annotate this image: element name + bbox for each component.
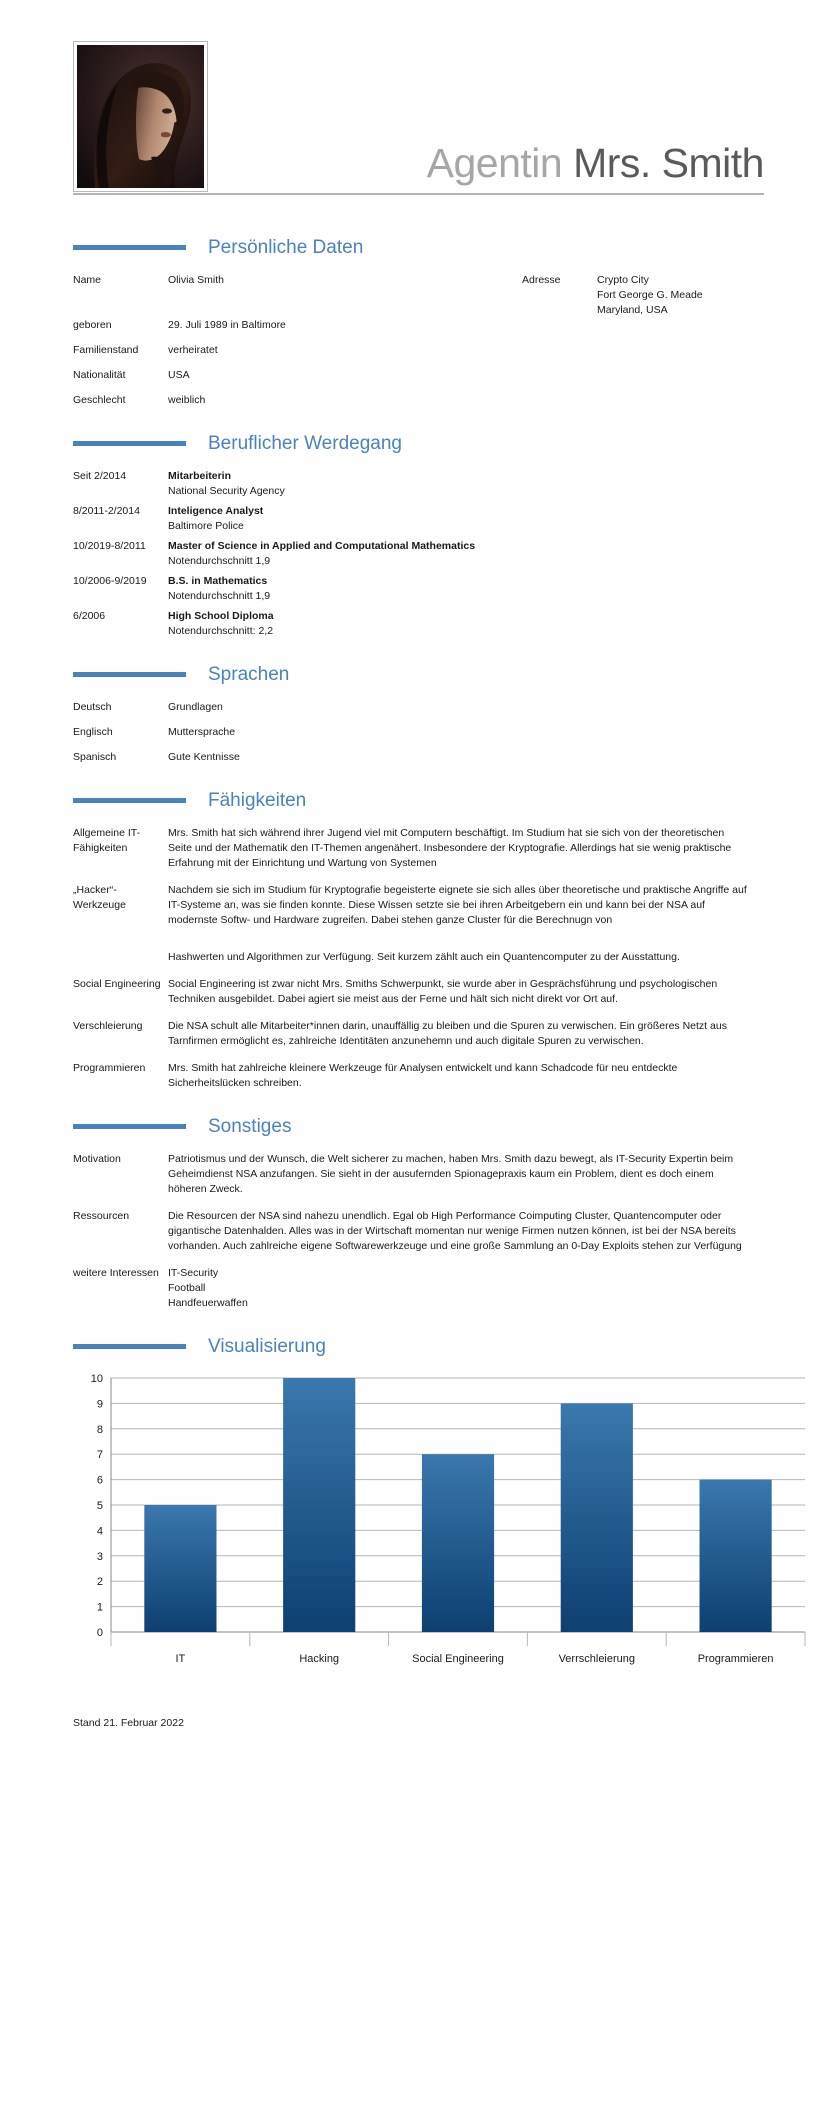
career-title: Inteligence Analyst: [168, 505, 264, 517]
svg-text:9: 9: [96, 1398, 103, 1411]
svg-text:Verrschleierung: Verrschleierung: [558, 1653, 636, 1665]
table-row: [62, 609, 764, 639]
cv-header: [62, 0, 764, 212]
svg-text:Programmieren: Programmieren: [697, 1653, 774, 1665]
skill-text-gap: [168, 928, 748, 950]
table-row: [62, 725, 764, 740]
address-line-3: Maryland, USA: [597, 304, 668, 316]
section-title-other: Sonstiges: [208, 1115, 292, 1137]
svg-text:5: 5: [96, 1500, 103, 1512]
table-row: [62, 539, 764, 569]
career-period: 6/2006: [73, 610, 106, 622]
table-row: [62, 750, 764, 765]
career-title: B.S. in Mathematics: [168, 575, 268, 587]
list-item: Football: [168, 1282, 206, 1294]
career-title: Mitarbeiterin: [168, 470, 232, 482]
skill-text: Die NSA schult alle Mitarbeiter*innen darin, unauffällig zu bleiben und die Spuren zu verwischen. Ein größeres Netzt aus Tarnfirmen ermöglicht es, zahlreiche Identitäten anzunehemn und auch digitale Spuren zu verwischen.: [168, 1020, 727, 1047]
interests-label: weitere Interessen: [73, 1267, 159, 1279]
table-row: [62, 826, 764, 871]
language-level: Muttersprache: [168, 726, 236, 738]
section-title-skills: Fähigkeiten: [208, 789, 307, 811]
svg-text:Hacking: Hacking: [299, 1653, 340, 1665]
section-languages: [62, 661, 764, 765]
section-accent-bar: [73, 1344, 186, 1349]
career-title: High School Diploma: [168, 610, 274, 622]
list-item: IT-Security: [168, 1267, 219, 1279]
section-title-career: Beruflicher Werdegang: [208, 432, 402, 454]
section-visualization: [62, 1333, 774, 1672]
career-entry: [168, 469, 764, 499]
svg-text:IT: IT: [175, 1653, 186, 1665]
career-period: 10/2006-9/2019: [73, 575, 147, 587]
career-detail: Baltimore Police: [168, 520, 244, 532]
career-detail: Notendurchschnitt 1,9: [168, 555, 271, 567]
section-accent-bar: [73, 441, 186, 446]
section-accent-bar: [73, 798, 186, 803]
section-header-languages: [62, 661, 764, 687]
interests-list: [168, 1266, 764, 1311]
row-value-name: Olivia Smith: [168, 274, 225, 286]
row-value-gender: weiblich: [168, 394, 206, 406]
table-row: [62, 368, 764, 383]
table-row: [62, 1019, 764, 1049]
career-title: Master of Science in Applied and Computational Mathematics: [168, 540, 476, 552]
career-period: Seit 2/2014: [73, 470, 127, 482]
svg-text:Social Engineering: Social Engineering: [412, 1653, 504, 1665]
skill-text-part-1: Nachdem sie sich im Studium für Kryptografie begeisterte eignete sie sich alles über theoretische und praktische Angriffe auf IT-Systeme an, was sie finden konnte. Diese Wissen setzte sie bei ihren Arbeitgebern ein und kann bei der NSA auf modernste Softw- und Hardware zugreifen. Dabei stehen ganze Cluster für die Berechnugn von: [168, 884, 747, 926]
table-row: [62, 1266, 764, 1311]
table-row: [62, 343, 764, 358]
career-entry: [168, 609, 764, 639]
other-rows: [62, 1152, 764, 1311]
table-row: [62, 883, 764, 965]
career-entry: [168, 539, 764, 569]
section-personal-data: [62, 234, 764, 408]
skills-bar-chart: [73, 1372, 813, 1672]
table-row: [62, 1209, 764, 1254]
svg-text:7: 7: [96, 1449, 103, 1462]
skill-label: Social Engineering: [73, 978, 161, 990]
address-line-1: Crypto City: [597, 274, 649, 286]
career-period: 10/2019-8/2011: [73, 540, 146, 552]
svg-text:0: 0: [96, 1627, 103, 1639]
section-title-visualization: Visualisierung: [208, 1335, 326, 1357]
title-person: Mrs. Smith: [573, 140, 764, 186]
section-title-languages: Sprachen: [208, 663, 290, 685]
row-label-born: geboren: [73, 319, 112, 331]
section-title-personal: Persönliche Daten: [208, 236, 364, 258]
skill-text: Social Engineering ist zwar nicht Mrs. Smiths Schwerpunkt, sie wurde aber in Gesprächsführung und psychologischen Techniken ausgebildet. Dabei agiert sie meist aus der Ferne und hält sich nicht direkt vor Ort auf.: [168, 978, 718, 1005]
svg-text:10: 10: [90, 1373, 103, 1385]
title-role: Agentin: [426, 140, 563, 186]
header-divider: [73, 193, 764, 195]
skill-label: Verschleierung: [73, 1020, 143, 1032]
table-row: [62, 574, 764, 604]
language-level: Grundlagen: [168, 701, 223, 713]
career-rows: [62, 469, 764, 639]
svg-text:1: 1: [96, 1601, 103, 1614]
career-entry: [168, 504, 764, 534]
skill-text: Mrs. Smith hat zahlreiche kleinere Werkzeuge für Analysen entwickelt und kann Schadcode für neu entdeckte Sicherheitslücken schreiben.: [168, 1062, 678, 1089]
table-row: [62, 273, 522, 318]
row-value-born: 29. Juli 1989 in Baltimore: [168, 319, 286, 331]
table-row: [62, 1152, 764, 1197]
row-label-nationality: Nationalität: [73, 369, 126, 381]
other-text: Patriotismus und der Wunsch, die Welt sicherer zu machen, haben Mrs. Smith dazu bewegt, als IT-Security Expertin beim Geheimdienst NSA anzufangen. Sie sieht in der ausufernden Spionagepraxis kaum ein Problem, dient es doch einem höheren Zweck.: [168, 1153, 734, 1195]
row-value-marital: verheiratet: [168, 344, 218, 356]
document-date-footer: Stand 21. Februar 2022: [73, 1717, 184, 1729]
portrait-photo-frame: [73, 41, 208, 192]
personal-row-name-address: [62, 273, 764, 318]
skill-label: Programmieren: [73, 1062, 146, 1074]
section-accent-bar: [73, 1124, 186, 1129]
svg-text:6: 6: [96, 1474, 103, 1487]
section-header-other: [62, 1113, 764, 1139]
svg-text:2: 2: [96, 1576, 103, 1589]
row-value-address: [597, 273, 764, 318]
skill-text: Mrs. Smith hat sich während ihrer Jugend viel mit Computern beschäftigt. Im Studium hat sie sich von der theoretischen Seite und der Mathematik den IT-Themen angenähert. Insbesondere der Kryptografie. Allerdings hat sie wenig praktische Erfahrung mit der Einrichtung und Wartung von Systemen: [168, 827, 732, 869]
table-row: [62, 1061, 764, 1091]
section-other: [62, 1113, 764, 1311]
table-row: [62, 504, 764, 534]
row-label-gender: Geschlecht: [73, 394, 126, 406]
svg-text:3: 3: [96, 1550, 103, 1563]
language-name: Deutsch: [73, 701, 112, 713]
table-row: [62, 700, 764, 715]
other-text: Die Resourcen der NSA sind nahezu unendlich. Egal ob High Performance Coimputing Cluster, Quantencomputer oder gigantische Datenhalden. Alles was in der Wirtschaft momentan nur wenige Firmen nutzen können, ist bei der NSA bereits vorhanden. Auch zahlreiche eigene Softwarewerkzeuge und eine große Sammlung an 0-Day Exploits stehen zur Verfügung: [168, 1210, 742, 1252]
career-detail: Notendurchschnitt 1,9: [168, 590, 271, 602]
section-header-career: [62, 430, 764, 456]
svg-text:4: 4: [96, 1525, 103, 1538]
table-row: [62, 318, 764, 333]
page-title: [426, 140, 764, 186]
section-career: [62, 430, 764, 639]
table-row: [62, 977, 764, 1007]
row-label-address: Adresse: [522, 274, 561, 286]
career-detail: Notendurchschnitt: 2,2: [168, 625, 274, 637]
portrait-photo: [77, 45, 204, 188]
section-skills: [62, 787, 764, 1091]
career-detail: National Security Agency: [168, 485, 285, 497]
row-value-nationality: USA: [168, 369, 190, 381]
section-accent-bar: [73, 245, 186, 250]
career-period: 8/2011-2/2014: [73, 505, 140, 517]
row-label-marital: Familienstand: [73, 344, 139, 356]
other-label: Motivation: [73, 1153, 121, 1165]
personal-rows: [62, 273, 764, 408]
skill-text: [168, 883, 748, 965]
other-label: Ressourcen: [73, 1210, 130, 1222]
section-accent-bar: [73, 672, 186, 677]
language-level: Gute Kentnisse: [168, 751, 240, 763]
language-name: Englisch: [73, 726, 113, 738]
svg-text:8: 8: [96, 1423, 103, 1436]
skill-label: „Hacker“-Werkzeuge: [73, 884, 126, 911]
table-row: [62, 393, 764, 408]
section-header-personal: [62, 234, 764, 260]
section-header-skills: [62, 787, 764, 813]
skill-label: Allgemeine IT-Fähigkeiten: [73, 827, 141, 854]
section-header-visualization: [62, 1333, 764, 1359]
address-block: [522, 273, 764, 318]
language-rows: [62, 700, 764, 765]
skill-rows: [62, 826, 764, 1091]
career-entry: [168, 574, 764, 604]
address-line-2: Fort George G. Meade: [597, 289, 703, 301]
list-item: Handfeuerwaffen: [168, 1297, 248, 1309]
language-name: Spanisch: [73, 751, 117, 763]
table-row: [62, 469, 764, 499]
row-label-name: Name: [73, 274, 102, 286]
skill-text-part-2: Hashwerten und Algorithmen zur Verfügung. Seit kurzem zählt auch ein Quantencomputer zu der Ausstattung.: [168, 951, 680, 963]
